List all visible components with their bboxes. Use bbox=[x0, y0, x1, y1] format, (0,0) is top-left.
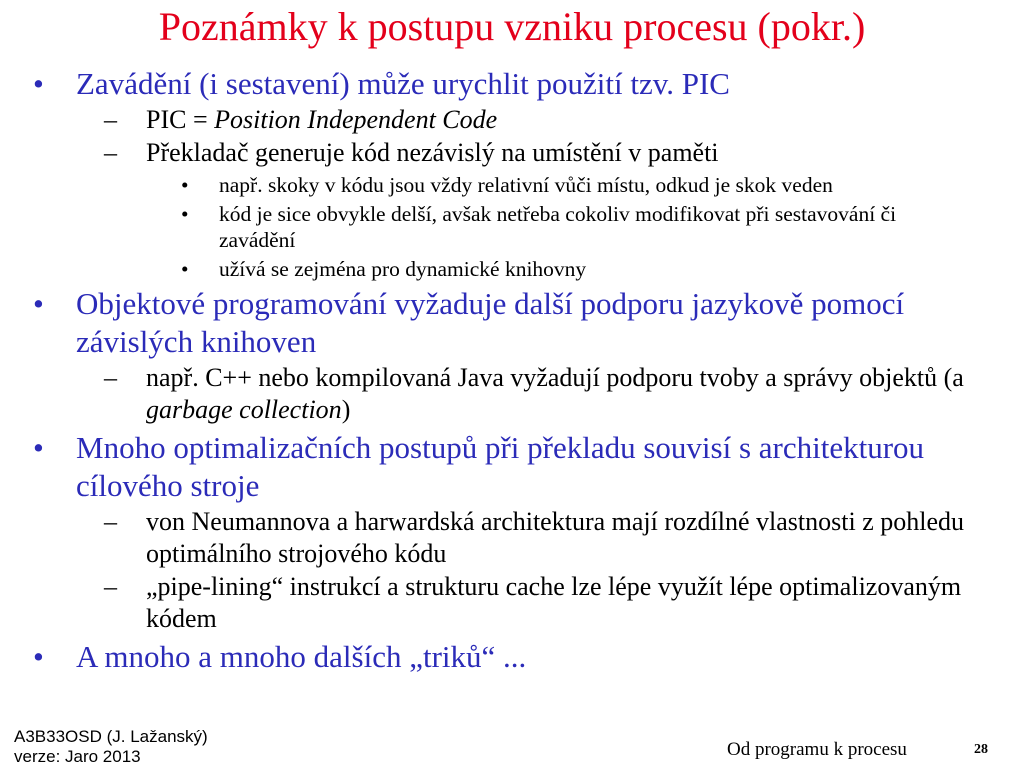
subitem-text: von Neumannova a harwardská architektura mají rozdílné vlastnosti z pohledu optimálního strojového kódu bbox=[146, 507, 965, 568]
subitem-architecture bbox=[0, 506, 1006, 570]
footer-course-info bbox=[14, 727, 208, 767]
bullet-marker: • bbox=[33, 286, 44, 321]
bullet-text: Objektové programování vyžaduje další podporu jazykově pomocí závislých knihoven bbox=[76, 286, 905, 359]
slide-content bbox=[0, 62, 1024, 676]
bullet-pic bbox=[0, 65, 956, 103]
dash-marker: – bbox=[104, 363, 117, 392]
bullet-text: A mnoho a mnoho dalších „triků“ ... bbox=[76, 639, 527, 674]
bullet-marker: • bbox=[33, 639, 44, 674]
slide-title: Poznámky k postupu vzniku procesu (pokr.) bbox=[158, 4, 866, 49]
bullet-text: Mnoho optimalizačních postupů při překladu souvisí s architekturou cílového stroje bbox=[76, 430, 925, 503]
subitem-text: „pipe-lining“ instrukcí a strukturu cache lze lépe využít lépe optimalizovaným kódem bbox=[146, 572, 962, 633]
bullet-optimization bbox=[0, 429, 956, 505]
subsubitem-text: např. skoky v kódu jsou vždy relativní vůči místu, odkud je skok veden bbox=[219, 173, 833, 197]
dash-marker: – bbox=[104, 105, 117, 134]
subitem-pipelining bbox=[0, 571, 1006, 635]
subsubitem-text: kód je sice obvykle delší, avšak netřeba cokoliv modifikovat při sestavování či zavádění bbox=[219, 202, 897, 252]
subitem-emphasis: garbage collection bbox=[146, 395, 342, 424]
subitem-suffix: ) bbox=[341, 395, 351, 424]
page-number: 28 bbox=[974, 742, 988, 757]
bullet-marker: • bbox=[33, 430, 44, 465]
subsubitem-text: užívá se zejména pro dynamické knihovny bbox=[219, 257, 587, 281]
subitem-text: Překladač generuje kód nezávislý na umístění v paměti bbox=[146, 138, 719, 167]
footer-course-line: A3B33OSD (J. Lažanský) bbox=[14, 727, 208, 746]
subitem-cpp-java bbox=[0, 362, 1006, 426]
bullet-oop bbox=[0, 285, 956, 361]
footer-topic: Od programu k procesu bbox=[727, 739, 907, 760]
subitem-pic-definition bbox=[0, 104, 1006, 136]
dash-marker: – bbox=[104, 138, 117, 167]
subitem-text: PIC = bbox=[146, 105, 215, 134]
bullet-marker: • bbox=[181, 202, 189, 226]
subsubitem-relative-jumps bbox=[0, 172, 959, 198]
dash-marker: – bbox=[104, 507, 117, 536]
bullet-marker: • bbox=[181, 173, 189, 197]
subitem-text: např. C++ nebo kompilovaná Java vyžadují podporu tvoby a správy objektů (a bbox=[146, 363, 964, 392]
subitem-emphasis: Position Independent Code bbox=[214, 105, 498, 134]
bullet-marker: • bbox=[33, 66, 44, 101]
bullet-marker: • bbox=[181, 257, 189, 281]
dash-marker: – bbox=[104, 572, 117, 601]
footer-version-line: verze: Jaro 2013 bbox=[14, 747, 141, 766]
subsubitem-longer-code bbox=[0, 201, 959, 253]
subitem-compiler bbox=[0, 137, 1006, 169]
bullet-more-tricks bbox=[0, 638, 956, 676]
bullet-text: Zavádění (i sestavení) může urychlit použití tzv. PIC bbox=[76, 66, 730, 101]
subsubitem-dynamic-libraries bbox=[0, 256, 959, 282]
